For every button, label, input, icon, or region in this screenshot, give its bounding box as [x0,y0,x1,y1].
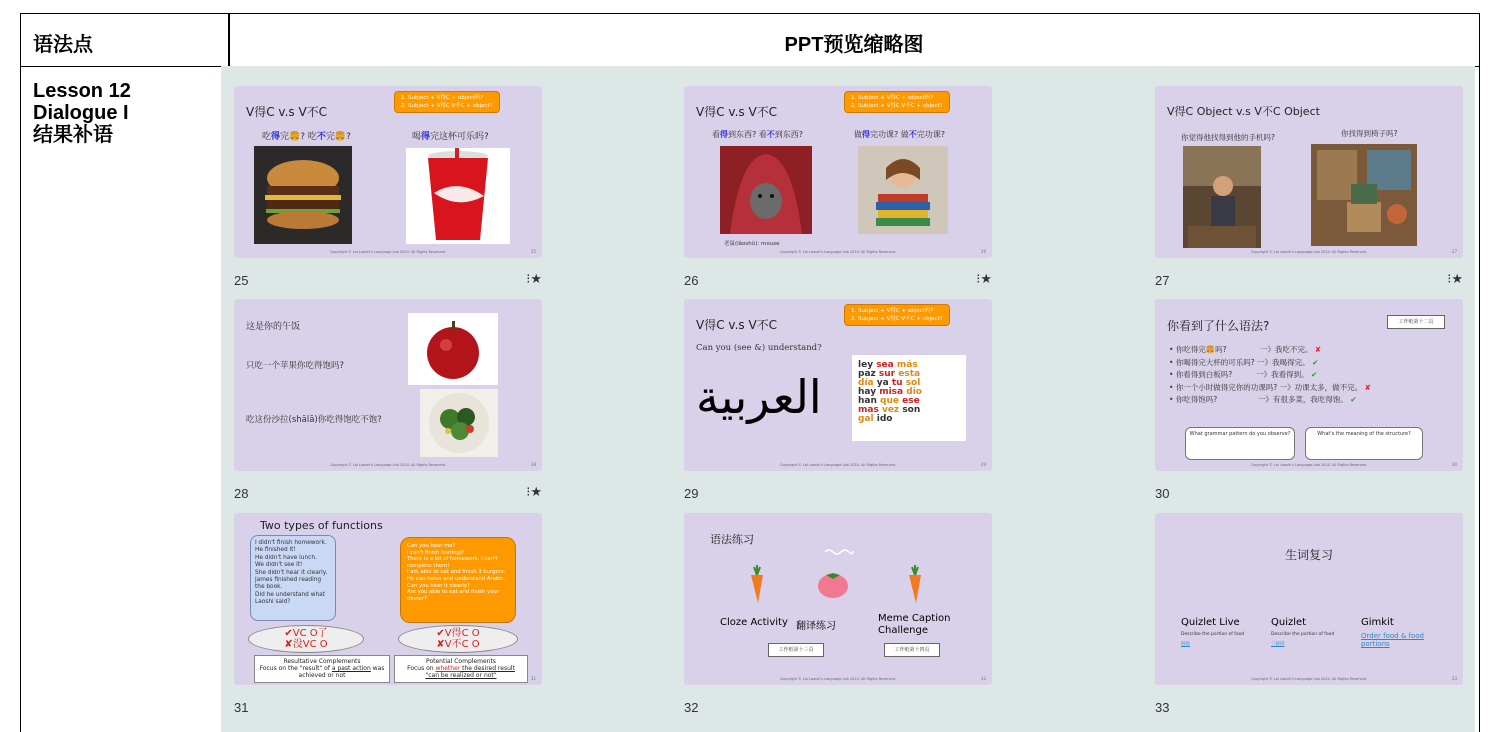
star-icon[interactable]: ⁝★ [526,484,542,499]
slide-page-number: 33 [1451,676,1457,681]
worksheet-14-button[interactable]: 工作纸第十四页 [884,643,940,657]
resultative-definition [254,655,390,683]
question-1: 吃得完🍔? 吃不完🍔? [262,132,351,142]
copyright-footer: Copyright © Lai Laoshi's Language Lab 2024. All Rights Reserved. [779,677,897,681]
quizlet-subtitle: Describe the portion of food [1271,632,1335,637]
gimkit-link[interactable]: Order food & food portions [1361,632,1424,648]
question-2: 你找得到椅子吗? [1341,129,1398,138]
formula-line: 2. Subject + V得C V不C + object? [851,103,943,109]
quizlet-live-link[interactable]: 链接 [1181,642,1190,647]
salad-image [420,389,498,457]
copyright-footer: Copyright © Lai Laoshi's Language Lab 2024. All Rights Reserved. [1250,677,1368,681]
slide-number-label: 27 [1155,273,1170,288]
definition-text: Focus on the "result" of a past action was achieved or not [259,665,385,679]
slide-25[interactable] [234,86,542,258]
tomato-icon [816,569,850,599]
formula-line: 2. Subject + V得C V不C + object? [851,316,943,322]
cluttered-room-image [1311,144,1417,246]
formula-box [394,91,500,113]
slide-number-label: 32 [684,700,699,715]
slide-28[interactable] [234,299,542,471]
question-box-1: What grammar pattern do you observe? [1185,427,1295,460]
formula-box [844,304,950,326]
apple-image [408,313,498,385]
caption: 老鼠(lǎoshǔ): mouse [724,241,780,247]
bullet-item: • 你吃得饱吗? 一》有很多菜，我吃得饱。 ✔ [1169,395,1357,404]
potential-pattern [398,625,518,653]
formula-line: 1. Subject + V得C + object吗? [851,308,934,314]
slide-line-1: 这是你的午饭 [246,322,301,332]
gimkit-title: Gimkit [1361,617,1394,628]
lesson-line: 结果补语 [33,124,113,146]
resultative-examples: I didn't finish homework. He finished it! He didn't have lunch. We didn't see it! She didn't hear it clearly. James finished reading the book. Did he understand what Laoshi said? [250,535,336,621]
slide-number-label: 29 [684,486,699,501]
slide-title: 你看到了什么语法? [1167,319,1270,333]
slide-page-number: 31 [530,676,536,681]
slide-page-number: 26 [980,249,986,254]
lesson-line: Lesson 12 [33,80,131,102]
slide-line-2: 只吃一个苹果你吃得饱吗? [246,361,345,371]
pattern-positive: ✔VC O了 [284,628,328,639]
quizlet-title: Quizlet [1271,617,1307,628]
bullet-list [1169,344,1371,407]
slide-29[interactable] [684,299,992,471]
slide-title: V得C Object v.s V不C Object [1167,105,1320,118]
formula-box [844,91,950,113]
wavy-line-icon [824,547,854,555]
slide-30[interactable] [1155,299,1463,471]
coke-cup-image [406,148,510,244]
copyright-footer: Copyright © Lai Laoshi's Language Lab 2024. All Rights Reserved. [1250,463,1368,467]
bullet-item: • 你吃得完🍔吗? 一》我吃不完。 ✘ [1169,345,1322,354]
worksheet-button[interactable]: 工作纸第十二页 [1387,315,1445,329]
copyright-footer: Copyright © Lai Laoshi's Language Lab 2024. All Rights Reserved. [779,250,897,254]
cloze-activity-label: Cloze Activity [720,617,788,628]
copyright-footer: Copyright © Lai Laoshi's Language Lab 2024. All Rights Reserved. [1250,250,1368,254]
slide-title: V得C v.s V不C [696,318,778,332]
slide-title: 语法练习 [710,533,754,546]
pattern-negative: ✘V不C O [436,639,480,650]
mouse-in-blanket-image [720,146,812,234]
definition-text-2: "can be realized or not" [425,672,497,679]
slide-title: Two types of functions [260,519,383,532]
question-2: 做得完功课? 做不完功课? [854,130,946,139]
resultative-pattern [248,625,364,653]
pattern-negative: ✘没VC O [284,639,328,650]
definition-title: Potential Complements [426,658,496,665]
slide-title: 生词复习 [1284,548,1333,562]
slide-page-number: 27 [1451,249,1457,254]
worksheet-13-button[interactable]: 工作纸第十三页 [768,643,824,657]
star-icon[interactable]: ⁝★ [976,271,992,286]
slide-27[interactable] [1155,86,1463,258]
bullet-item: • 你看得到白板吗? 一》我看得到。 ✔ [1169,370,1318,379]
quizlet-link[interactable]: 三链接 [1271,642,1285,647]
slide-page-number: 32 [980,676,986,681]
carrot-icon [746,563,768,605]
word-cloud-image: ley sea más paz sur esta día ya tu sol hay misa dio han que ese mas vez son gal ido [852,355,966,441]
potential-examples: Can you hear me? I can't finish (eating)! There is a lot of homework. I can't complete them! I am able to eat and finish 3 burgers. He can listen and understand Arabic. Can you hear it clearly? Are you able to eat and finish your dinner? [400,537,516,623]
arabic-word: العربية [696,370,822,424]
meme-caption-label: Meme Caption Challenge [878,613,951,636]
potential-definition [394,655,528,683]
slide-number-label: 26 [684,273,699,288]
question-box-2: What's the meaning of the structure? [1305,427,1423,460]
slide-title: V得C v.s V不C [696,105,778,119]
question-1: 看得到东西? 看不到东西? [712,130,804,139]
slide-number-label: 33 [1155,700,1170,715]
formula-line: 1. Subject + V得C + object吗? [851,95,934,101]
formula-line: 1. Subject + V得C + object吗? [401,95,484,101]
header-ppt-preview: PPT预览缩略图 [784,34,924,56]
copyright-footer: Copyright © Lai Laoshi's Language Lab 2024. All Rights Reserved. [329,250,447,254]
slide-26[interactable] [684,86,992,258]
translation-practice-label: 翻译练习 [796,621,836,632]
slide-title: V得C v.s V不C [246,105,328,119]
slide-page-number: 30 [1451,462,1457,467]
burger-image [254,146,352,244]
slide-number-label: 30 [1155,486,1170,501]
quizlet-live-subtitle: Describe the portion of food [1181,632,1245,637]
slide-number-label: 25 [234,273,249,288]
slide-page-number: 28 [530,462,536,467]
slide-page-number: 25 [530,249,536,254]
slide-number-label: 31 [234,700,249,715]
slide-31[interactable] [234,513,542,685]
searching-phone-image [1183,146,1261,248]
formula-line: 2. Subject + V得C V不C + object? [401,103,493,109]
star-icon[interactable]: ⁝★ [526,271,542,286]
bullet-item: • 你一个小时做得完你的功课吗? 一》功课太多，做不完。 ✘ [1169,382,1371,392]
slide-number-label: 28 [234,486,249,501]
definition-title: Resultative Complements [283,658,361,665]
slide-33[interactable] [1155,513,1463,685]
slide-32[interactable] [684,513,992,685]
pattern-positive: ✔V得C O [436,628,480,639]
lesson-cell [33,80,213,146]
question-2: 喝得完这杯可乐吗? [412,132,489,142]
copyright-footer: Copyright © Lai Laoshi's Language Lab 2024. All Rights Reserved. [779,463,897,467]
slide-page-number: 29 [980,462,986,467]
thumbnail-grid [221,66,1475,732]
stressed-student-image [858,146,948,234]
definition-text: Focus on whether the desired result [407,665,515,672]
copyright-footer: Copyright © Lai Laoshi's Language Lab 2024. All Rights Reserved. [329,463,447,467]
lesson-line: Dialogue I [33,102,129,124]
question-1: 你觉得他找得到他的手机吗? [1181,133,1275,142]
carrot-icon [904,563,926,605]
bullet-item: • 你喝得完大杯的可乐吗? 一》我喝得完。 ✔ [1169,357,1319,367]
slide-line-3: 吃这份沙拉(shālā)你吃得饱吃不饱? [246,415,382,425]
star-icon[interactable]: ⁝★ [1447,271,1463,286]
quizlet-live-title: Quizlet Live [1181,617,1240,628]
header-grammar-point: 语法点 [33,34,93,56]
slide-subtitle: Can you (see &) understand? [696,343,822,353]
